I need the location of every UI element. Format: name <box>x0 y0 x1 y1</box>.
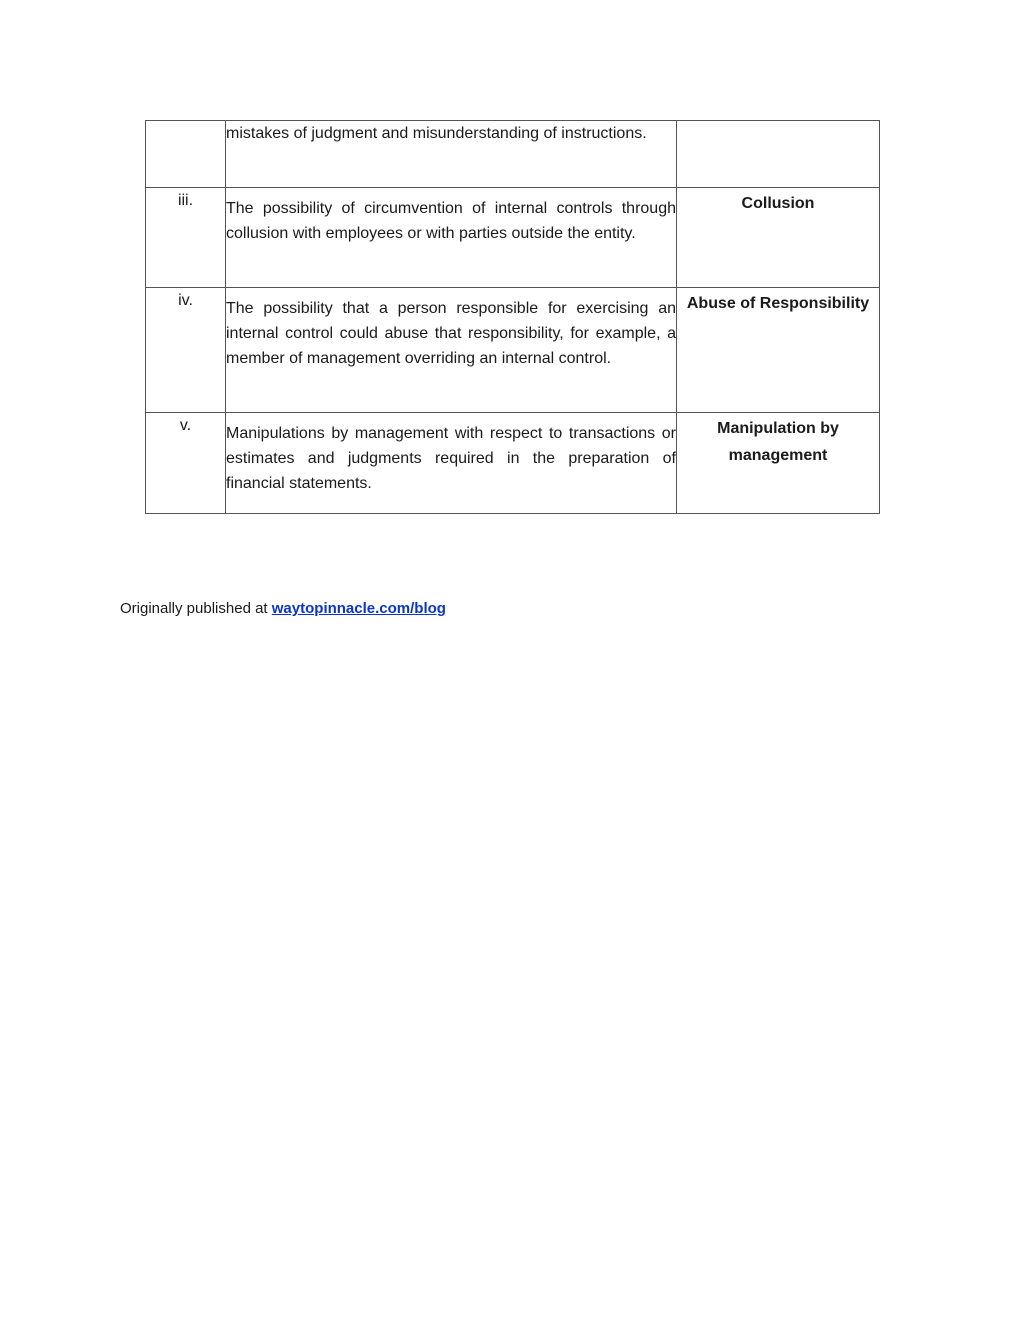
row-description-cell <box>226 288 677 413</box>
row-description-cell <box>226 188 677 288</box>
row-number-cell <box>146 121 226 188</box>
row-label-text <box>677 121 879 123</box>
limitations-table <box>145 120 880 514</box>
table-row <box>146 121 880 188</box>
row-label-text: Collusion <box>741 195 815 212</box>
row-label-text: Manipulation by management <box>717 420 839 464</box>
table-row <box>146 288 880 413</box>
row-description-text: The possibility of circumvention of internal controls through collusion with employees or with parties outside the entity. <box>226 200 676 242</box>
row-label-cell <box>677 413 880 514</box>
row-description-text: Manipulations by management with respect to transactions or estimates and judgments required in the preparation of financial statements. <box>226 425 676 492</box>
row-label-cell <box>677 121 880 188</box>
row-label-cell <box>677 188 880 288</box>
footer-prefix-text: Originally published at <box>120 600 272 617</box>
row-number-cell: v. <box>146 413 226 514</box>
row-description-text: mistakes of judgment and misunderstanding of instructions. <box>226 125 647 142</box>
row-label-cell <box>677 288 880 413</box>
publication-footer <box>120 599 446 619</box>
row-number-cell: iv. <box>146 288 226 413</box>
row-description-cell <box>226 413 677 514</box>
row-description-text: The possibility that a person responsible for exercising an internal control could abuse that responsibility, for example, a member of management overriding an internal control. <box>226 300 676 367</box>
table-row <box>146 413 880 514</box>
table-row <box>146 188 880 288</box>
source-link[interactable]: waytopinnacle.com/blog <box>271 600 446 617</box>
row-description-cell <box>226 121 677 188</box>
row-label-text: Abuse of Responsibility <box>686 295 870 312</box>
row-number-cell: iii. <box>146 188 226 288</box>
